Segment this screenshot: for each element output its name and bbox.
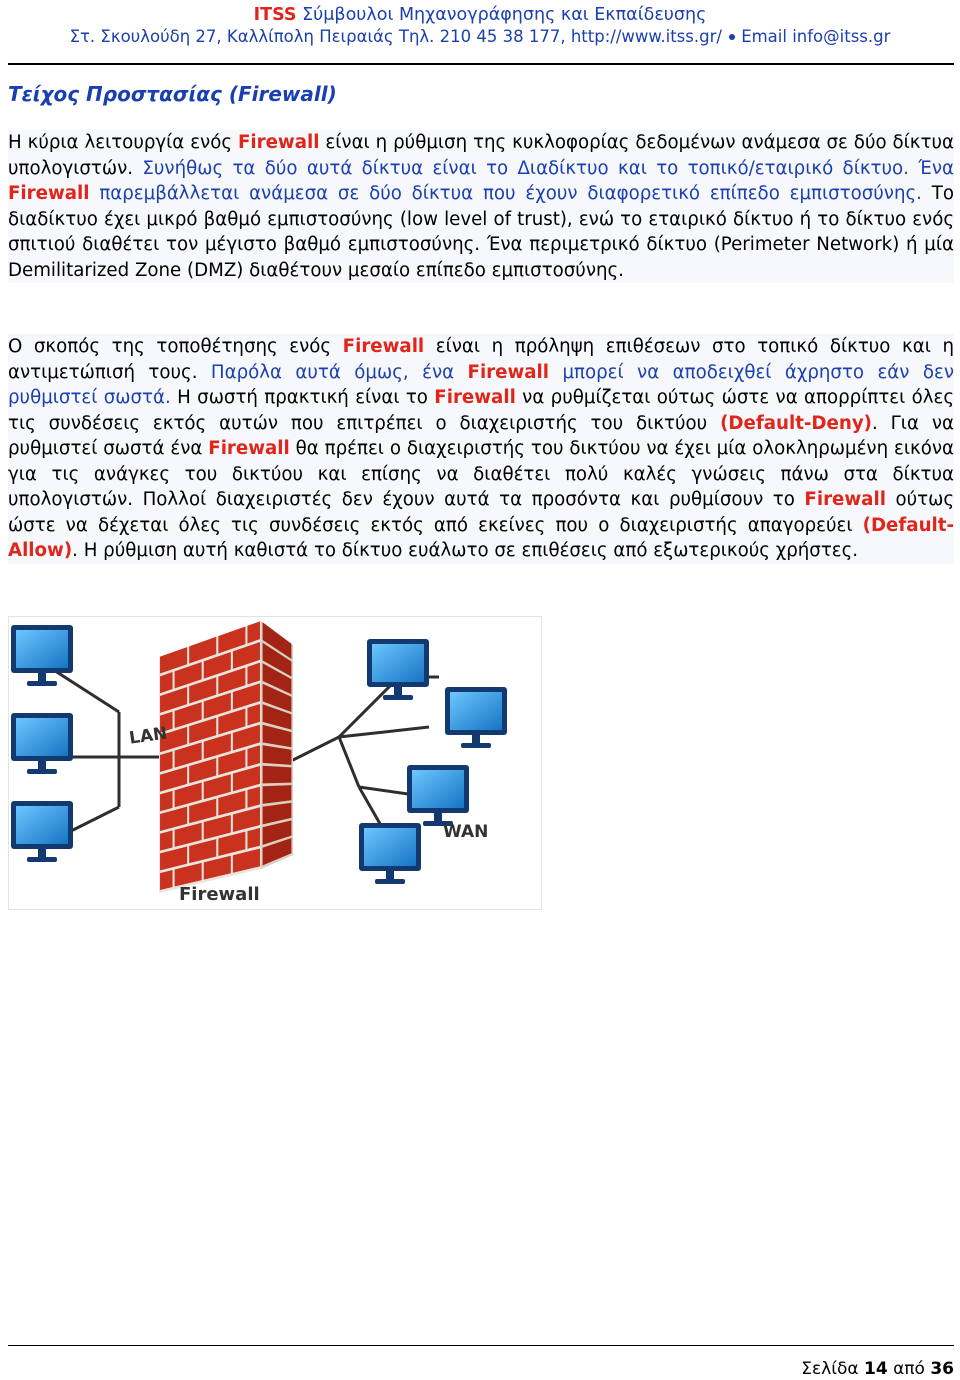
firewall-diagram-svg <box>9 617 541 909</box>
firewall-term: Firewall <box>342 336 425 357</box>
paragraph-1 <box>8 130 954 283</box>
brick <box>247 787 260 808</box>
firewall-term: Firewall <box>434 387 516 408</box>
monitor-base <box>375 879 405 884</box>
text: είναι η ρύθμιση της κυκλοφορίας δεδομένων ανάμεσα σε δύο δίκτυα υπολογιστών. <box>8 132 954 179</box>
monitor-neck <box>386 871 394 879</box>
text: Ο σκοπός της τοποθέτησης ενός <box>8 336 343 357</box>
brick <box>160 830 173 850</box>
network-line <box>49 667 119 712</box>
monitor-neck <box>38 673 46 681</box>
monitor-screen <box>412 770 464 808</box>
monitor-icon <box>11 713 73 774</box>
brick-side <box>263 766 292 784</box>
text: παρεμβάλλεται ανάμεσα σε δύο δίκτυα που έχουν διαφορετικό επίπεδο εμπιστοσύνης. <box>89 183 922 204</box>
brick <box>160 791 173 811</box>
brick-wall <box>159 621 293 893</box>
monitor-neck <box>434 813 442 821</box>
firewall-term: Firewall <box>208 438 290 459</box>
header-divider <box>8 63 954 65</box>
text: Η κύρια λειτουργία ενός <box>8 132 238 153</box>
wan-label: WAN <box>443 822 489 842</box>
brand-name: ITSS <box>253 5 297 25</box>
monitor-icon <box>359 823 421 884</box>
monitor-base <box>27 857 57 862</box>
monitor-icon <box>445 687 507 748</box>
lan-label: LAN <box>127 723 169 749</box>
text: να ρυθμίζεται ούτως ώστε να απορρίπτει όλες τις συνδέσεις εκτός αυτών που επιτρέπει ο διαχειριστής του δικτύου <box>8 387 955 434</box>
monitor-neck <box>38 761 46 769</box>
default-deny-term: (Default-Deny) <box>720 412 872 434</box>
page-sep: από <box>893 1359 925 1379</box>
page-number <box>801 1358 954 1380</box>
network-line <box>339 727 429 737</box>
text: Συνήθως τα δύο αυτά δίκτυα είναι το Διαδίκτυο και το τοπικό/εταιρικό δίκτυο. Ένα <box>142 157 954 179</box>
monitor-icon <box>11 801 73 862</box>
monitor-base <box>27 769 57 774</box>
monitor-base <box>383 695 413 700</box>
brick <box>160 870 173 890</box>
monitor-screen <box>372 644 424 682</box>
monitor-icon <box>367 639 429 700</box>
text: . Για να ρυθμιστεί σωστά ένα <box>8 412 954 459</box>
firewall-diagram <box>8 616 542 910</box>
firewall-term: Firewall <box>467 361 550 383</box>
address: Στ. Σκουλούδη 27, Καλλίπολη Πειραιάς Τηλ. 210 45 38 177, http://www.itss.gr/ <box>69 27 722 46</box>
monitor-screen <box>16 806 68 844</box>
header-line-1 <box>0 4 960 26</box>
text: ούτως ώστε να δέχεται όλες τις συνδέσεις εκτός από εκείνες που ο διαχειριστής απαγορεύει <box>8 489 954 536</box>
text: Ένα περιμετρικό δίκτυο (Perimeter Network) ή μία Demilitarized Zone (DMZ) διαθέτουν μεσαίο επίπεδο εμπιστοσύνης. <box>8 234 955 281</box>
monitor-neck <box>394 687 402 695</box>
firewall-term: Firewall <box>804 489 886 510</box>
monitor-neck <box>38 849 46 857</box>
current-page: 14 <box>864 1359 888 1379</box>
firewall-label: Firewall <box>179 884 260 905</box>
page-prefix: Σελίδα <box>801 1359 859 1379</box>
org-name: Σύμβουλοι Μηχανογράφησης και Εκπαίδευσης <box>302 5 707 25</box>
text: μπορεί να αποδειχθεί άχρηστο εάν δεν ρυθμιστεί σωστά. <box>8 361 954 408</box>
paragraph-2 <box>8 334 954 564</box>
monitor-screen <box>364 828 416 866</box>
monitor-icon <box>407 765 469 826</box>
monitor-screen <box>450 692 502 730</box>
network-line <box>339 737 359 787</box>
email: Email info@itss.gr <box>741 27 891 46</box>
section-title: Τείχος Προστασίας (Firewall) <box>8 82 337 106</box>
firewall-term: Firewall <box>8 183 90 204</box>
text: Το διαδίκτυο έχει μικρό βαθμό εμπιστοσύνης (low level of trust), ενώ το εταιρικό δίκτυο ή το δίκτυο ενός σπιτιού διαθέτει τον μέγιστο βαθμό εμπιστοσύνης. <box>8 183 954 255</box>
monitor-screen <box>16 630 68 668</box>
monitor-neck <box>472 735 480 743</box>
firewall-term: Firewall <box>237 132 320 153</box>
brick <box>247 828 260 849</box>
brick <box>247 745 260 766</box>
monitor-screen <box>16 718 68 756</box>
monitor-base <box>27 681 57 686</box>
text: Η σωστή πρακτική είναι το <box>177 387 435 408</box>
text: είναι η πρόληψη επιθέσεων στο τοπικό δίκτυο και η αντιμετώπισή τους. <box>8 336 955 383</box>
default-allow-term: (Default-Allow) <box>8 514 954 561</box>
page-header <box>0 4 960 48</box>
text: . Η ρύθμιση αυτή καθιστά το δίκτυο ευάλωτο σε επιθέσεις από εξωτερικούς χρήστες. <box>72 540 859 561</box>
footer-divider <box>8 1345 954 1346</box>
total-pages: 36 <box>930 1359 954 1379</box>
header-line-2 <box>0 26 960 48</box>
text: θα πρέπει ο διαχειριστής του δικτύου να έχει μία ολοκληρωμένη εικόνα για τις ανάγκες του δικτύου και επίσης να διαθέτει πολύ καλές γνώσεις πάνω στα δίκτυα υπολογιστών. Πολλοί διαχειριστές δεν έχουν αυτά τα προσόντα και ρυθμίσουν το <box>8 438 954 510</box>
monitor-base <box>461 743 491 748</box>
text: Παρόλα αυτά όμως, ένα <box>210 361 468 383</box>
bullet-icon <box>729 34 735 40</box>
